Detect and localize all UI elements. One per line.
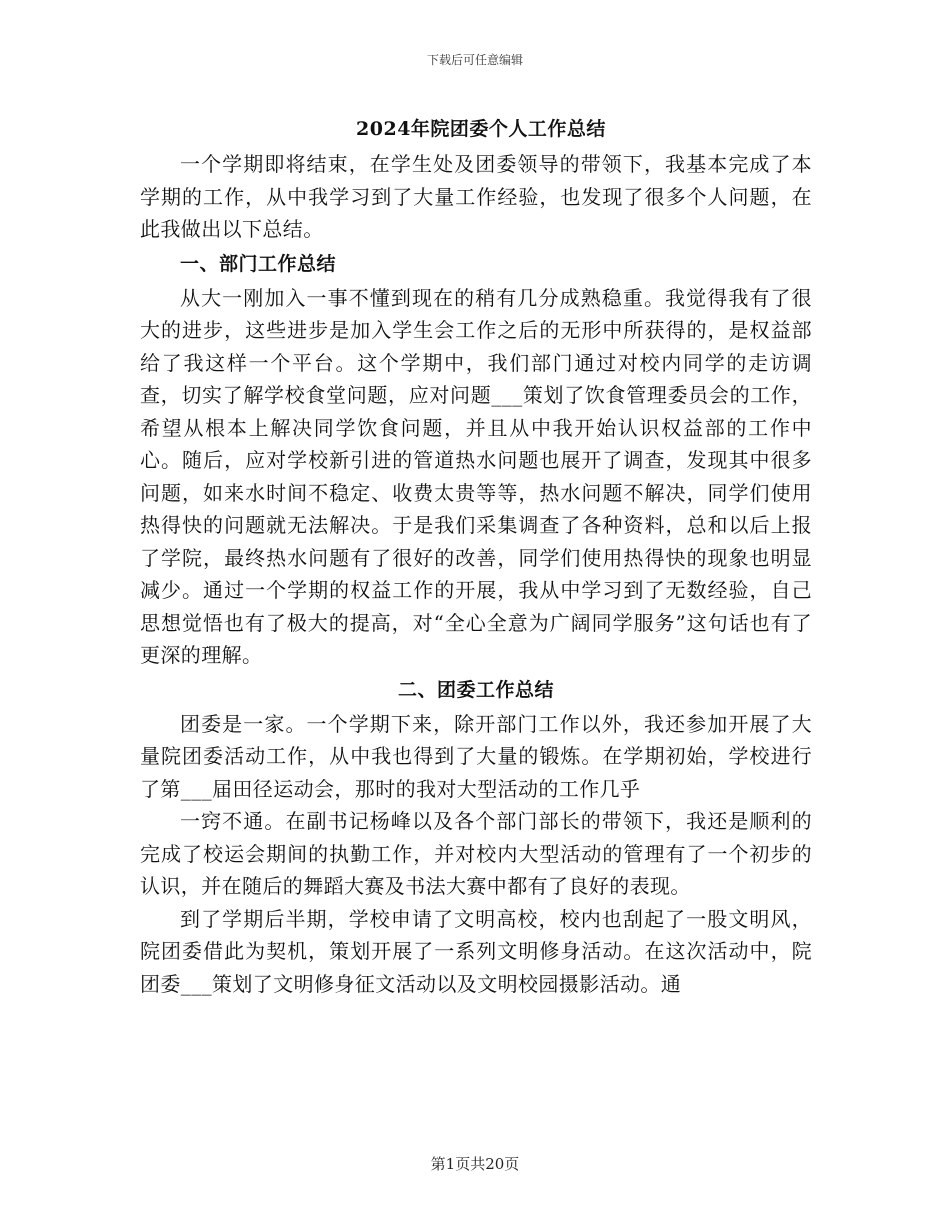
league-summary-paragraph-3: 到了学期后半期，学校申请了文明高校，校内也刮起了一股文明风，院团委借此为契机，策划开展了一系列文明修身活动。在这次活动中，院团委___策划了文明修身征文活动以及文明校园摄影活动。通 [140,906,812,996]
intro-paragraph: 一个学期即将结束，在学生处及团委领导的带领下，我基本完成了本学期的工作，从中我学习到了大量工作经验，也发现了很多个人问题，在此我做出以下总结。 [140,152,812,241]
section-heading-league: 二、团委工作总结 [397,678,554,701]
page-number-footer: 第1页共20页 [430,1155,520,1173]
department-summary-paragraph: 从大一刚加入一事不懂到现在的稍有几分成熟稳重。我觉得我有了很大的进步，这些进步是加入学生会工作之后的无形中所获得的，是权益部给了我这样一个平台。这个学期中，我们部门通过对校内同学的走访调查，切实了解学校食堂问题，应对问题___策划了饮食管理委员会的工作，希望从根本上解决同学饮食问题，并且从中我开始认识权益部的工作中心。随后，应对学校新引进的管道热水问题也展开了调查，发现其中很多问题，如来水时间不稳定、收费太贵等等，热水问题不解决，同学们使用热得快的问题就无法解决。于是我们采集调查了各种资料，总和以后上报了学院，最终热水问题有了很好的改善，同学们使用热得快的现象也明显减少。通过一个学期的权益工作的开展，我从中学习到了无数经验，自己思想觉悟也有了极大的提高，对“全心全意为广阔同学服务”这句话也有了更深的理解。 [140,285,812,667]
document-body [140,110,812,1000]
page-header-note: 下载后可任意编辑 [426,53,523,67]
league-summary-paragraph-2: 一窍不通。在副书记杨峰以及各个部门部长的带领下，我还是顺利的完成了校运会期间的执勤工作，并对校内大型活动的管理有了一个初步的认识，并在随后的舞蹈大赛及书法大赛中都有了良好的表现。 [140,809,812,898]
league-summary-paragraph-1: 团委是一家。一个学期下来，除开部门工作以外，我还参加开展了大量院团委活动工作，从中我也得到了大量的锻炼。在学期初始，学校进行了第___届田径运动会，那时的我对大型活动的工作几乎 [140,711,812,801]
document-title: 2024年院团委个人工作总结 [356,118,606,140]
section-heading-department: 一、部门工作总结 [180,252,337,275]
